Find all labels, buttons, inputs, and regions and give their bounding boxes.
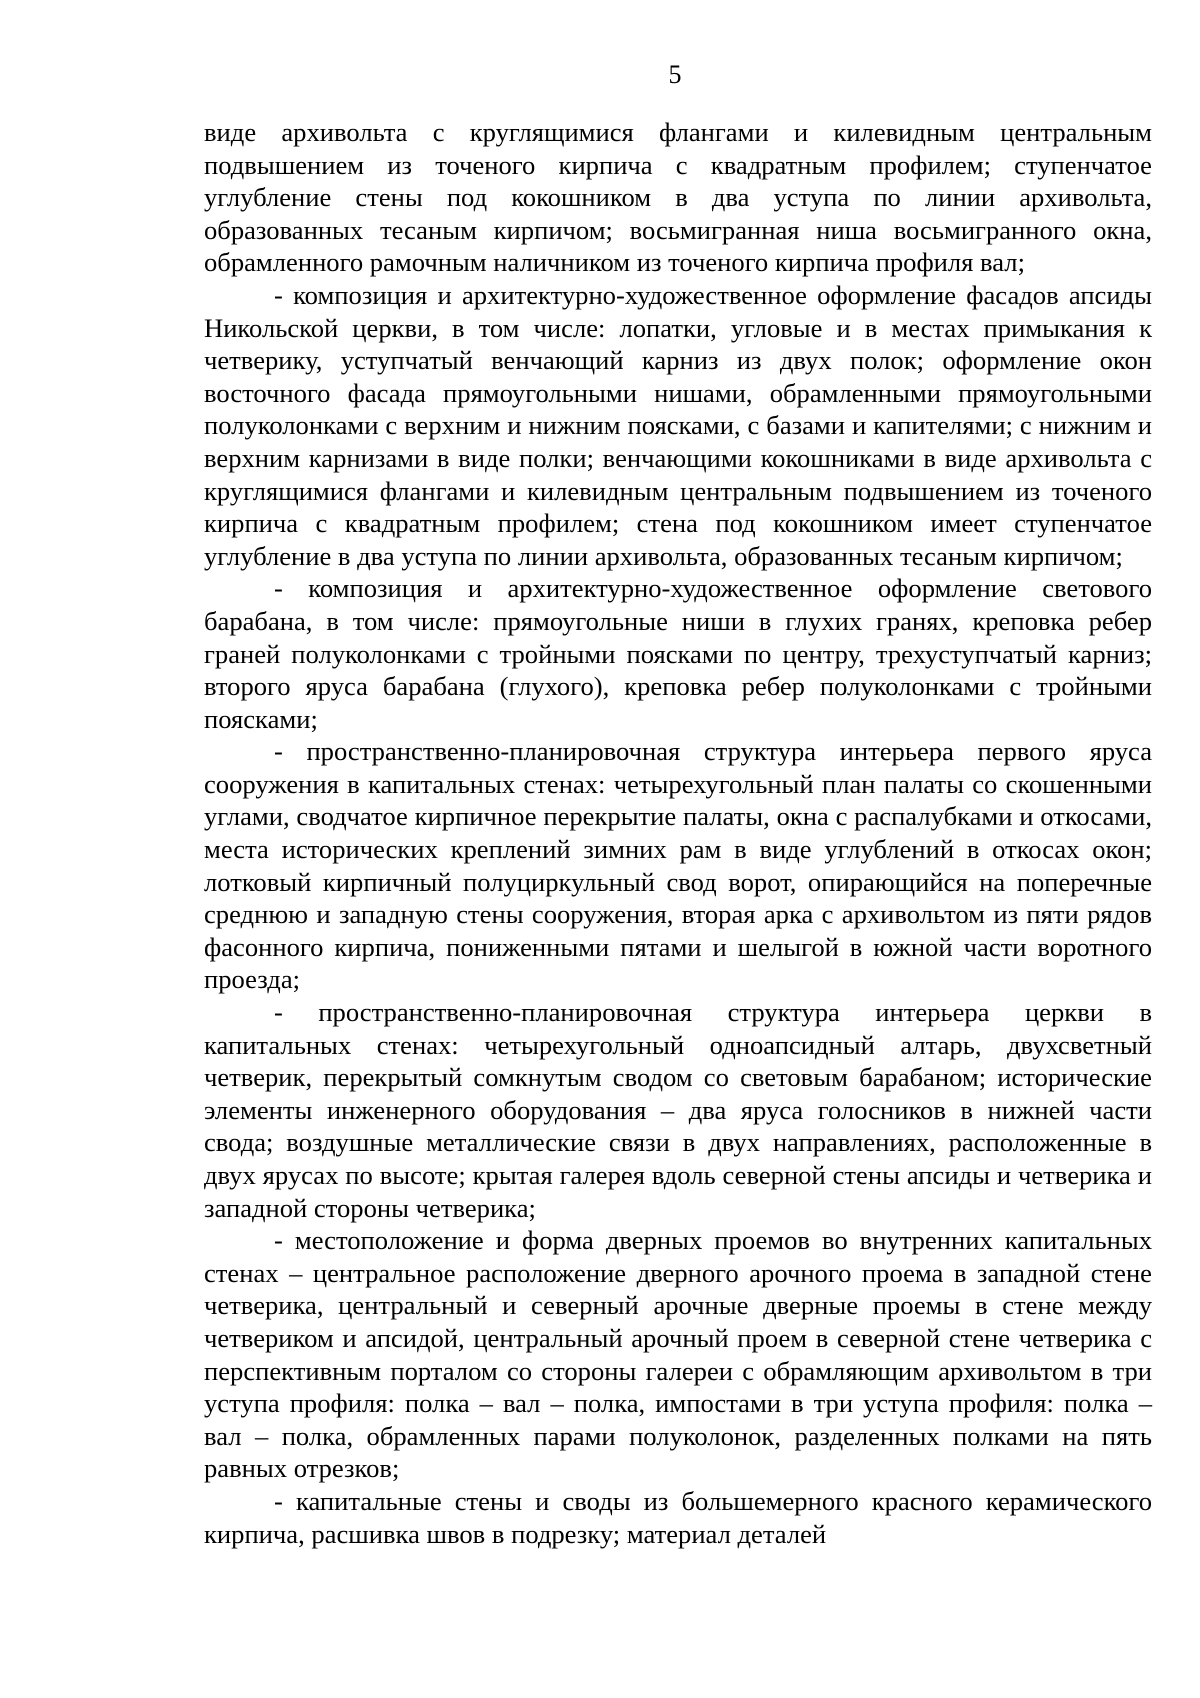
- paragraph-apse-facades: - композиция и архитектурно-художественное оформление фасадов апсиды Никольской церкви, в том числе: лопатки, угловые и в местах примыкания к четверику, уступчатый венчающий карниз из двух полок; оформление окон восточного фасада прямоугольными нишами, обрамленными прямоугольными полуколонками с верхним и нижним поясками, с базами и капителями; с нижним и верхним карнизами в виде полки; венчающими кокошниками в виде архивольта с круглящимися флангами и килевидным центральным подвышением из точеного кирпича с квадратным профилем; стена под кокошником имеет ступенчатое углубление в два уступа по линии архивольта, образованных тесаным кирпичом;: [204, 279, 1152, 571]
- page-number: 5: [668, 60, 682, 89]
- paragraph-church-interior: - пространственно-планировочная структура интерьера церкви в капитальных стенах: четырехугольный одноапсидный алтарь, двухсветный четверик, перекрытый сомкнутым сводом со световым барабаном; исторические элементы инженерного оборудования – два яруса голосников в нижней части свода; воздушные металлические связи в двух направлениях, расположенные в двух ярусах по высоте; крытая галерея вдоль северной стены апсиды и четверика и западной стороны четверика;: [204, 997, 1152, 1223]
- body-text: [204, 116, 1152, 1550]
- paragraph-walls-material: - капитальные стены и своды из большемерного красного керамического кирпича, расшивка швов в подрезку; материал деталей: [204, 1485, 1152, 1549]
- paragraph-first-tier-interior: - пространственно-планировочная структура интерьера первого яруса сооружения в капитальных стенах: четырехугольный план палаты со скошенными углами, сводчатое кирпичное перекрытие палаты, окна с распалубками и откосами, места исторических креплений зимних рам в виде углублений в откосах окон; лотковый кирпичный полуциркульный свод ворот, опирающийся на поперечные среднюю и западную стены сооружения, вторая арка с архивольтом из пяти рядов фасонного кирпича, пониженными пятами и шелыгой в южной части воротного проезда;: [204, 736, 1152, 995]
- paragraph-archivolt-continuation: виде архивольта с круглящимися флангами и килевидным центральным подвышением из точеного кирпича с квадратным профилем; ступенчатое углубление стены под кокошником в два уступа по линии архивольта, образованных тесаным кирпичом; восьмигранная ниша восьмигранного окна, обрамленного рамочным наличником из точеного кирпича профиля вал;: [204, 117, 1152, 278]
- paragraph-door-openings: - местоположение и форма дверных проемов во внутренних капитальных стенах – центральное расположение дверного арочного проема в западной стене четверика, центральный и северный арочные дверные проемы в стене между четвериком и апсидой, центральный арочный проем в северной стене четверика с перспективным порталом со стороны галереи с обрамляющим архивольтом в три уступа профиля: полка – вал – полка, импостами в три уступа профиля: полка – вал – полка, обрамленных парами полуколонок, разделенных полками на пять равных отрезков;: [204, 1225, 1152, 1484]
- paragraph-light-drum: - композиция и архитектурно-художественное оформление светового барабана, в том числе: прямоугольные ниши в глухих гранях, креповка ребер граней полуколонками с тройными поясками по центру, трехуступчатый карниз; второго яруса барабана (глухого), креповка ребер полуколонками с тройными поясками;: [204, 573, 1152, 734]
